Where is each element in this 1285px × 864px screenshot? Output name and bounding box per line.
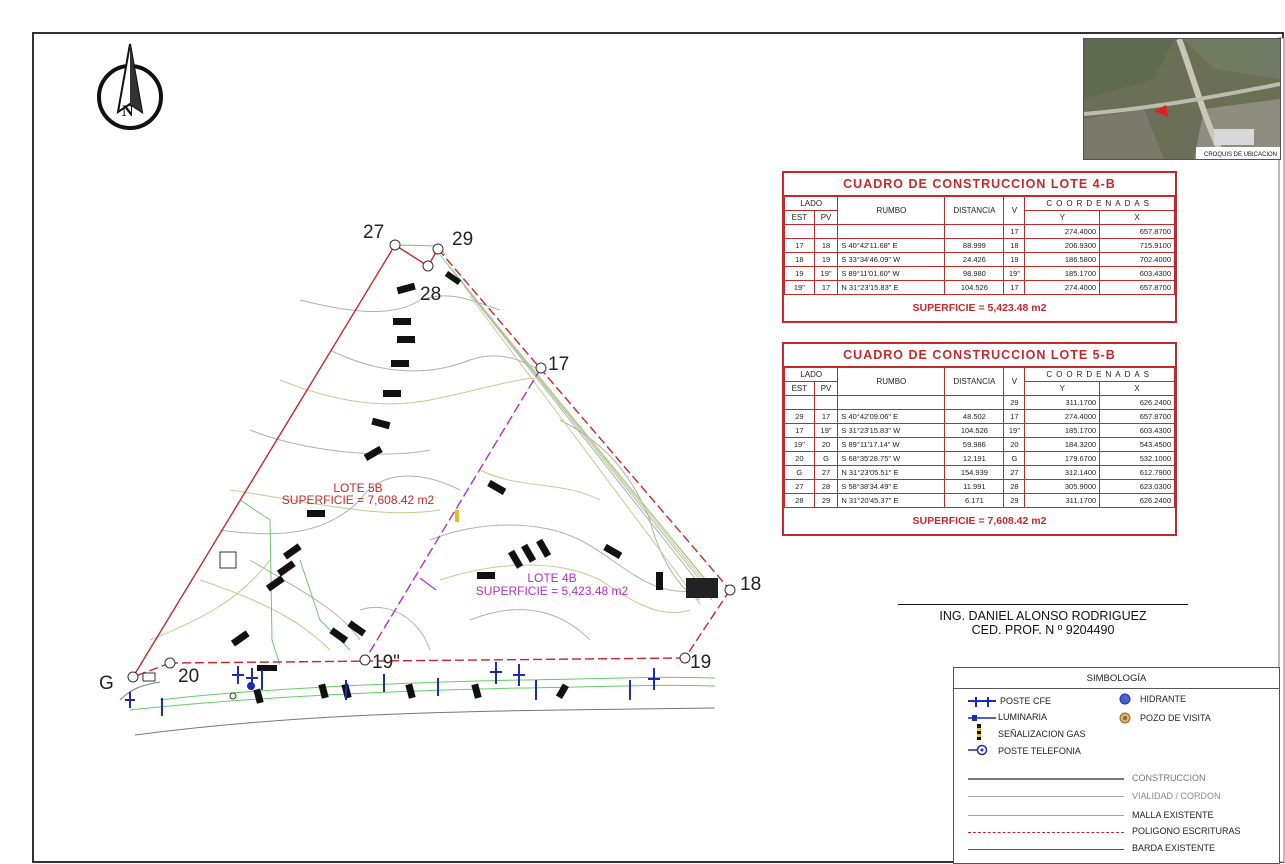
division-tick xyxy=(420,578,436,590)
table-row: 17 274.4000 657.8700 xyxy=(785,225,1175,239)
h-pv: PV xyxy=(814,211,838,225)
vertex-29 xyxy=(433,244,443,254)
label-29: 29 xyxy=(452,229,474,250)
label-28: 28 xyxy=(420,284,442,305)
gas-icon xyxy=(976,724,982,740)
table-4b-superficie: SUPERFICIE = 5,423.48 m2 xyxy=(912,302,1047,314)
h-x: X xyxy=(1100,211,1175,225)
label-18: 18 xyxy=(740,574,762,595)
legend-malla: MALLA EXISTENTE xyxy=(1132,810,1214,820)
poste-telefonia-icon xyxy=(968,744,990,756)
table-row: 17 18 S 40°42'11.68" E 88.999 18 206.9300 715.9100 xyxy=(785,239,1175,253)
malla-line xyxy=(968,815,1124,816)
h-y: Y xyxy=(1025,382,1100,396)
table-row: 20 G S 68°35'28.75" W 12.191 G 179.6700 532.1000 xyxy=(785,452,1175,466)
h-rumbo: RUMBO xyxy=(838,197,945,225)
table-lote-5b xyxy=(782,342,1177,536)
small-circle xyxy=(230,693,236,699)
vertex-17 xyxy=(536,363,546,373)
vertex-labels xyxy=(99,222,761,694)
vertex-20 xyxy=(165,658,175,668)
poligono-line xyxy=(968,832,1124,833)
table-row: 28 29 N 31°20'45.37" E 6.171 29 311.1700 626.2400 xyxy=(785,494,1175,508)
table-row: 17 19" S 31°23'15.83" W 104.526 19" 185.1700 603.4300 xyxy=(785,424,1175,438)
legend-barda: BARDA EXISTENTE xyxy=(1132,843,1216,853)
h-est: EST xyxy=(785,211,815,225)
legend-senalizacion-gas: SEÑALIZACION GAS xyxy=(998,729,1086,739)
label-17: 17 xyxy=(548,354,570,375)
legend-luminaria: LUMINARIA xyxy=(998,712,1048,722)
lote5b-name: LOTE 5B xyxy=(333,481,383,495)
h-lado: LADO xyxy=(785,197,838,211)
lote5b-superficie: SUPERFICIE = 7,608.42 m2 xyxy=(281,493,435,507)
h-rumbo: RUMBO xyxy=(838,368,945,396)
hidrante-icon xyxy=(1119,693,1131,705)
luminaria-icon xyxy=(966,713,998,723)
vialidad-line xyxy=(968,796,1124,797)
label-20: 20 xyxy=(178,666,200,687)
gas-marker xyxy=(455,510,459,522)
label-g: G xyxy=(99,673,114,694)
h-y: Y xyxy=(1025,211,1100,225)
signature-block xyxy=(898,604,1188,637)
vertex-28 xyxy=(423,261,433,271)
lot-labels xyxy=(282,481,629,598)
label-19: 19 xyxy=(690,652,712,673)
barda-line xyxy=(968,849,1124,850)
poligono-escrituras xyxy=(133,245,730,677)
map-caption: CROQUIS DE UBICACION xyxy=(1203,152,1277,158)
engineer-name: ING. DANIEL ALONSO RODRIGUEZ xyxy=(939,609,1147,623)
legend-poste-cfe: POSTE CFE xyxy=(1000,696,1052,706)
legend-construccion: CONSTRUCCION xyxy=(1132,773,1206,783)
cedula-profesional: CED. PROF. N º 9204490 xyxy=(971,623,1115,637)
elevation-tags xyxy=(231,271,718,704)
h-est: EST xyxy=(785,382,815,396)
legend-title: SIMBOLOGÍA xyxy=(954,668,1279,689)
h-x: X xyxy=(1100,382,1175,396)
h-coordenadas: COORDENADAS xyxy=(1025,368,1175,382)
h-distancia: DISTANCIA xyxy=(945,368,1004,396)
h-v: V xyxy=(1004,197,1025,225)
legend-pozo-visita: POZO DE VISITA xyxy=(1140,713,1211,723)
h-v: V xyxy=(1004,368,1025,396)
vertex-18 xyxy=(725,585,735,595)
h-pv: PV xyxy=(814,382,838,396)
vialidad-lines xyxy=(120,682,715,735)
location-map xyxy=(1083,38,1281,160)
table-5b-superficie: SUPERFICIE = 7,608.42 m2 xyxy=(912,515,1047,527)
poste-cfe-icon xyxy=(966,696,998,708)
legend-poste-telefonia: POSTE TELEFONIA xyxy=(998,746,1081,756)
table-row: 29 311.1700 626.2400 xyxy=(785,396,1175,410)
h-lado: LADO xyxy=(785,368,838,382)
table-row: 18 19 S 33°34'46.09" W 24.426 19 186.5800 702.4000 xyxy=(785,253,1175,267)
vertex-27 xyxy=(390,240,400,250)
table-row: 29 17 S 40°42'09.06" E 48.502 17 274.4000 657.8700 xyxy=(785,410,1175,424)
h-distancia: DISTANCIA xyxy=(945,197,1004,225)
legend-hidrante: HIDRANTE xyxy=(1140,694,1187,704)
signature-line xyxy=(898,604,1188,605)
bank-contours xyxy=(440,255,716,604)
lote4b-name: LOTE 4B xyxy=(527,571,577,585)
construccion-line xyxy=(968,778,1124,780)
table-4b-title: CUADRO DE CONSTRUCCION LOTE 4-B xyxy=(784,173,1175,196)
vertex-19b xyxy=(360,655,370,665)
lote4b-superficie: SUPERFICIE = 5,423.48 m2 xyxy=(475,584,629,598)
vertex-g xyxy=(128,672,138,682)
table-lote-4b xyxy=(782,171,1177,323)
table-row: G 27 N 31°23'05.51" E 154.939 27 312.1400 612.7900 xyxy=(785,466,1175,480)
structure-small xyxy=(143,673,155,681)
table-5b-title: CUADRO DE CONSTRUCCION LOTE 5-B xyxy=(784,344,1175,367)
table-row: 27 28 S 58°38'34.49" E 11.991 28 305.9000 623.0300 xyxy=(785,480,1175,494)
pozo-visita-icon xyxy=(1119,712,1131,724)
label-27: 27 xyxy=(363,222,385,243)
table-row: 19" 17 N 31°23'15.83" E 104.526 17 274.4000 657.8700 xyxy=(785,281,1175,295)
legend-simbologia xyxy=(953,667,1280,864)
label-19b: 19" xyxy=(372,652,400,673)
table-row: 19" 20 S 89°11'17.14" W 59.986 20 184.3200 543.4500 xyxy=(785,438,1175,452)
vertex-19 xyxy=(680,653,690,663)
vertex-markers xyxy=(128,240,735,682)
legend-vialidad: VIALIDAD / CORDON xyxy=(1132,791,1221,801)
division-line xyxy=(365,368,541,660)
h-coordenadas: COORDENADAS xyxy=(1025,197,1175,211)
north-letter: N xyxy=(122,103,134,120)
legend-poligono: POLIGONO ESCRITURAS xyxy=(1132,826,1241,836)
table-row: 19 19" S 89°11'01.60" W 98.980 19" 185.1700 603.4300 xyxy=(785,267,1175,281)
structure-square xyxy=(220,552,236,568)
